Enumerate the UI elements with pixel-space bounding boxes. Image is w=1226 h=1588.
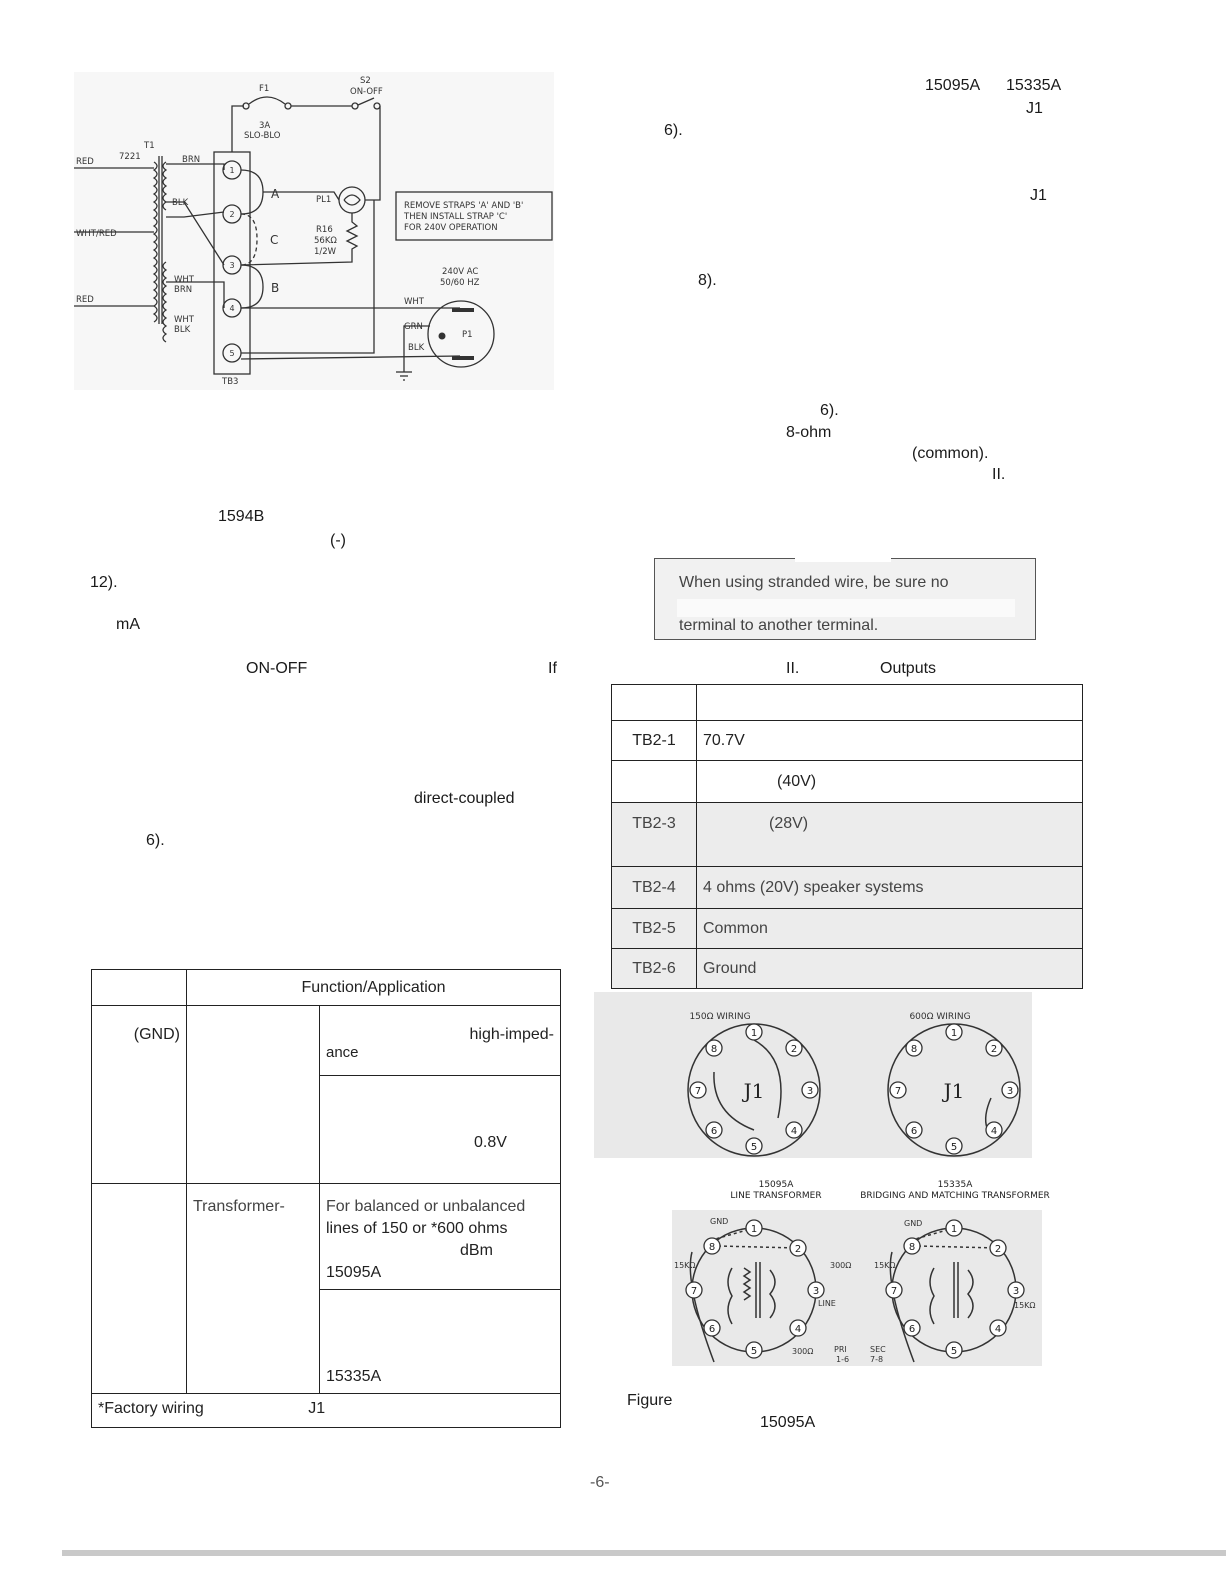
right-text-fragment: 15095A — [925, 77, 981, 94]
table-header-cell — [697, 685, 1083, 721]
pin-number: 5 — [950, 1142, 958, 1153]
balanced-lines-cell — [320, 1184, 561, 1290]
gnd-cell: (GND) — [92, 1006, 187, 1184]
pin-number: 8 — [910, 1044, 918, 1055]
lead-wht-brn-2: BRN — [174, 285, 193, 295]
pin-number: 5 — [950, 1346, 958, 1357]
terminal-cell: TB2-1 — [612, 721, 697, 761]
300-ohm-label: 300Ω — [830, 1261, 852, 1270]
bridging-transformer-label — [840, 1180, 1070, 1202]
cell-line: For balanced or unbalanced — [326, 1198, 526, 1215]
terminal-cell — [612, 761, 697, 803]
lead-wht-blk-1: WHT — [174, 315, 194, 325]
pin-number: 6 — [910, 1126, 918, 1137]
right-text-fragment: 15335A — [1006, 77, 1062, 94]
left-text-fragment: 1594B — [218, 508, 265, 525]
pin-number: 2 — [790, 1044, 798, 1055]
table-row — [612, 867, 1083, 909]
pri-pins: 1-6 — [836, 1355, 850, 1364]
pin-number: 1 — [750, 1028, 758, 1039]
terminal-number: 3 — [229, 261, 235, 270]
footnote-jack: J1 — [308, 1399, 326, 1417]
left-text-fragment: If — [548, 660, 557, 677]
resistor-value: 56KΩ — [314, 236, 337, 246]
switch-label: S2 — [360, 76, 371, 86]
wiring-150-title: 150Ω WIRING — [689, 1012, 751, 1022]
right-text-fragment: (common). — [912, 445, 989, 462]
cell-line: lines of 150 or *600 ohms — [326, 1220, 508, 1237]
pin-number: 8 — [708, 1242, 716, 1253]
terminal-number: 4 — [229, 304, 235, 313]
gnd-label: GND — [710, 1217, 729, 1226]
15k-label: 15KΩ — [874, 1261, 896, 1270]
table-row — [612, 909, 1083, 949]
figure-caption-part: 15095A — [760, 1414, 816, 1431]
terminal-cell: TB2-5 — [612, 909, 697, 949]
switch-func: ON-OFF — [350, 87, 383, 97]
left-text-fragment: 12). — [90, 574, 118, 591]
footnote-row — [92, 1394, 561, 1428]
left-text-fragment: direct-coupled — [414, 790, 515, 807]
pin-number: 3 — [812, 1286, 820, 1297]
table2-caption-title: Outputs — [880, 660, 937, 677]
bridging-transformer-part: 15335A — [937, 1180, 973, 1190]
right-text-fragment: J1 — [1030, 187, 1047, 204]
level-cell: 0.8V — [320, 1076, 561, 1184]
left-text-fragment: ON-OFF — [246, 660, 308, 677]
note-line-2: THEN INSTALL STRAP 'C' — [404, 212, 508, 222]
wiring-600-title: 600Ω WIRING — [909, 1012, 971, 1022]
pin-number: 7 — [890, 1286, 898, 1297]
j1-wiring-figure — [594, 992, 1032, 1158]
note-line: When using stranded wire, be sure no — [679, 574, 949, 591]
pin-number: 8 — [908, 1242, 916, 1253]
note-line-1: REMOVE STRAPS 'A' AND 'B' — [404, 201, 524, 211]
pin-number: 3 — [806, 1086, 814, 1097]
line-transformer-name: LINE TRANSFORMER — [730, 1191, 822, 1201]
table-row — [612, 761, 1083, 803]
table-row — [612, 803, 1083, 867]
wire-grn: GRN — [404, 322, 423, 332]
table-header-cell — [612, 685, 697, 721]
lead-wht-blk-2: BLK — [174, 325, 191, 335]
terminal-cell: TB2-6 — [612, 949, 697, 989]
left-text-fragment: mA — [116, 616, 140, 633]
jack-label: J1 — [743, 1079, 765, 1103]
terminal-number: 2 — [229, 210, 235, 219]
cell-line: 15095A — [326, 1264, 382, 1281]
description-cell: 70.7V — [697, 721, 1083, 761]
pin-number: 7 — [690, 1286, 698, 1297]
right-text-fragment: 6). — [820, 402, 839, 419]
table-header-cell: Function/Application — [187, 970, 561, 1006]
description-cell: (28V) — [697, 803, 1083, 867]
wire-wht: WHT — [404, 297, 424, 307]
pin-number: 5 — [750, 1142, 758, 1153]
fuse-rating: 3A — [259, 121, 271, 131]
left-text-fragment: 6). — [146, 832, 165, 849]
pin-number: 3 — [1012, 1286, 1020, 1297]
terminal-block-label: TB3 — [222, 377, 239, 387]
right-text-fragment: J1 — [1026, 100, 1043, 117]
fuse-type: SLO-BLO — [244, 131, 281, 141]
lead-wht-brn-1: WHT — [174, 275, 194, 285]
transformer-wiring-figure — [672, 1210, 1042, 1366]
right-text-fragment: 8). — [698, 272, 717, 289]
supply-voltage: 240V AC — [442, 267, 479, 277]
description-cell: (40V) — [697, 761, 1083, 803]
pin-number: 1 — [950, 1224, 958, 1235]
pin-number: 7 — [694, 1086, 702, 1097]
cell-line: high-imped- — [469, 1026, 554, 1043]
description-cell: Ground — [697, 949, 1083, 989]
pin-number: 2 — [794, 1244, 802, 1255]
pin-number: 6 — [708, 1324, 716, 1335]
pri-label: PRI — [834, 1345, 847, 1354]
strap-c-label: C — [270, 233, 279, 247]
right-text-fragment: II. — [992, 466, 1006, 483]
bridging-transformer-name: BRIDGING AND MATCHING TRANSFORMER — [860, 1191, 1050, 1201]
wire-wht-red: WHT/RED — [76, 229, 117, 239]
gnd-label: GND — [904, 1219, 923, 1228]
strap-b-label: B — [271, 281, 280, 295]
table2-caption-number: II. — [786, 660, 800, 677]
pin-number: 7 — [894, 1086, 902, 1097]
pin-number: 1 — [950, 1028, 958, 1039]
pin-number: 6 — [710, 1126, 718, 1137]
wire-red-bottom: RED — [76, 295, 94, 305]
pin-number: 2 — [990, 1044, 998, 1055]
cell-line: dBm — [460, 1242, 493, 1259]
line-transformer-part: 15095A — [758, 1180, 794, 1190]
jack-label: J1 — [943, 1079, 965, 1103]
resistor-label: R16 — [316, 225, 333, 235]
table-cell — [92, 1184, 187, 1394]
wire-red-top: RED — [76, 157, 94, 167]
pin-number: 2 — [994, 1244, 1002, 1255]
transformer-part: 7221 — [119, 152, 141, 162]
footnote-text: *Factory wiring — [98, 1399, 204, 1417]
300-ohm-label: 300Ω — [792, 1347, 814, 1356]
stranded-wire-note — [654, 558, 1036, 640]
description-cell: 4 ohms (20V) speaker systems — [697, 867, 1083, 909]
supply-freq: 50/60 HZ — [440, 278, 480, 288]
line-transformer-label — [696, 1180, 856, 1202]
line-label: LINE — [818, 1299, 836, 1308]
15k-label: 15KΩ — [674, 1261, 696, 1270]
sec-label: SEC — [870, 1345, 886, 1354]
table-cell — [187, 1006, 320, 1184]
pilot-lamp-label: PL1 — [316, 195, 332, 205]
table-header-cell — [92, 970, 187, 1006]
cell-line: ance — [326, 1044, 359, 1061]
table-row — [612, 949, 1083, 989]
note-line: terminal to another terminal. — [679, 617, 879, 634]
lead-blk: BLK — [172, 198, 189, 208]
terminal-cell: TB2-3 — [612, 803, 697, 867]
resistor-power: 1/2W — [314, 247, 337, 257]
sec-pins: 7-8 — [870, 1355, 884, 1364]
strap-a-label: A — [271, 187, 280, 201]
right-text-fragment: 8-ohm — [786, 424, 832, 441]
page-number: -6- — [590, 1474, 610, 1491]
high-impedance-cell — [320, 1006, 561, 1076]
transformer-label: T1 — [144, 141, 155, 151]
terminal-cell: TB2-4 — [612, 867, 697, 909]
fuse-label: F1 — [259, 84, 270, 94]
description-cell: Common — [697, 909, 1083, 949]
left-text-fragment: (-) — [330, 532, 346, 549]
note-line-3: FOR 240V OPERATION — [404, 223, 498, 233]
15k-label: 15KΩ — [1014, 1301, 1036, 1310]
power-wiring-schematic — [74, 72, 554, 390]
lead-brn: BRN — [182, 155, 201, 165]
figure-caption-word: Figure — [627, 1392, 673, 1409]
plug-label: P1 — [462, 330, 473, 340]
pin-number: 4 — [990, 1126, 998, 1137]
pin-number: 1 — [750, 1224, 758, 1235]
footer-rule — [62, 1550, 1226, 1556]
pin-number: 4 — [790, 1126, 798, 1137]
pin-number: 3 — [1006, 1086, 1014, 1097]
input-function-table — [91, 969, 561, 1428]
pin-number: 4 — [994, 1324, 1002, 1335]
table-row — [612, 721, 1083, 761]
pin-number: 8 — [710, 1044, 718, 1055]
pin-number: 4 — [794, 1324, 802, 1335]
outputs-table — [611, 684, 1083, 989]
bridging-cell: 15335A — [320, 1290, 561, 1394]
right-text-fragment: 6). — [664, 122, 683, 139]
pin-number: 6 — [908, 1324, 916, 1335]
wire-blk: BLK — [408, 343, 425, 353]
terminal-number: 5 — [229, 349, 235, 358]
pin-number: 5 — [750, 1346, 758, 1357]
transformer-cell: Transformer- — [187, 1184, 320, 1394]
terminal-number: 1 — [229, 166, 235, 175]
